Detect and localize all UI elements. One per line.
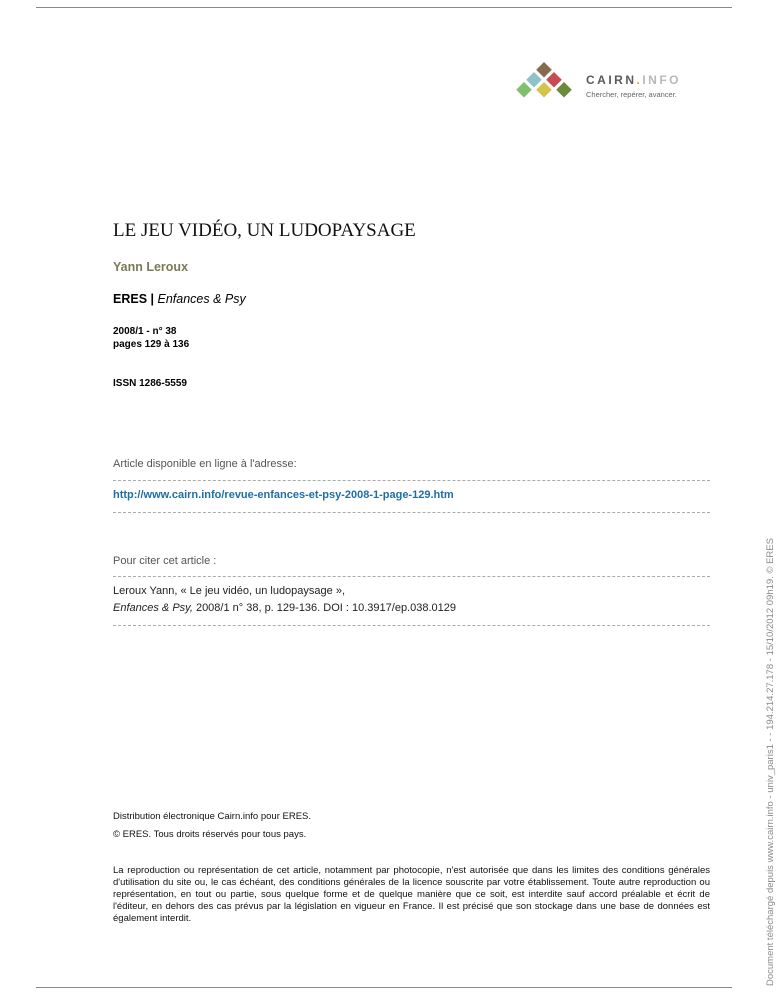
distribution-note: Distribution électronique Cairn.info pour ERES. xyxy=(113,811,312,822)
page-range: pages 129 à 136 xyxy=(113,339,190,350)
divider xyxy=(113,576,710,577)
top-rule xyxy=(36,7,732,8)
logo-wordmark: CAIRN.INFO xyxy=(586,73,682,87)
legal-notice: La reproduction ou représentation de cet article, notamment par photocopie, n'est autorisée que dans les limites des conditions générales d'utilisation du site ou, le cas échéant, des conditions générales de la licence souscrite par votre établissement. Toute autre reproduction ou représentation, en tout ou partie, sous quelque forme et de quelque manière que ce soit, est interdite sauf accord préalable et écrit de l'éditeur, en dehors des cas prévus par la législation en vigueur en France. Il est précisé que son stockage dans une base de données est également interdit. xyxy=(113,865,710,924)
journal-name[interactable]: Enfances & Psy xyxy=(157,292,246,306)
article-author[interactable]: Yann Leroux xyxy=(113,260,189,274)
cairn-logo[interactable] xyxy=(512,60,712,104)
citation-details: 2008/1 n° 38, p. 129-136. DOI : 10.3917/ep.038.0129 xyxy=(192,602,456,614)
issue-number: 2008/1 - n° 38 xyxy=(113,326,177,337)
issn: ISSN 1286-5559 xyxy=(113,378,187,389)
divider xyxy=(113,625,710,626)
publisher-name[interactable]: ERES | xyxy=(113,292,155,306)
citation-journal: Enfances & Psy, xyxy=(113,602,193,614)
cairn-logo-mark-icon xyxy=(512,60,584,104)
bottom-rule xyxy=(36,987,732,988)
divider xyxy=(113,512,710,513)
article-url-link[interactable]: http://www.cairn.info/revue-enfances-et-psy-2008-1-page-129.htm xyxy=(113,489,454,501)
logo-tagline: Chercher, repérer, avancer. xyxy=(586,90,677,99)
citation-line-2 xyxy=(113,602,456,614)
article-title: LE JEU VIDÉO, UN LUDOPAYSAGE xyxy=(113,220,416,241)
publisher-line xyxy=(113,292,246,306)
cite-label: Pour citer cet article : xyxy=(113,555,217,567)
citation-line-1: Leroux Yann, « Le jeu vidéo, un ludopaysage », xyxy=(113,585,345,597)
copyright-note: © ERES. Tous droits réservés pour tous pays. xyxy=(113,829,307,840)
download-watermark: Document téléchargé depuis www.cairn.info - univ_paris1 - - 194.214.27.178 - 15/10/2012 09h19. © ERES xyxy=(765,538,776,986)
online-label: Article disponible en ligne à l'adresse: xyxy=(113,458,297,470)
divider xyxy=(113,480,710,481)
